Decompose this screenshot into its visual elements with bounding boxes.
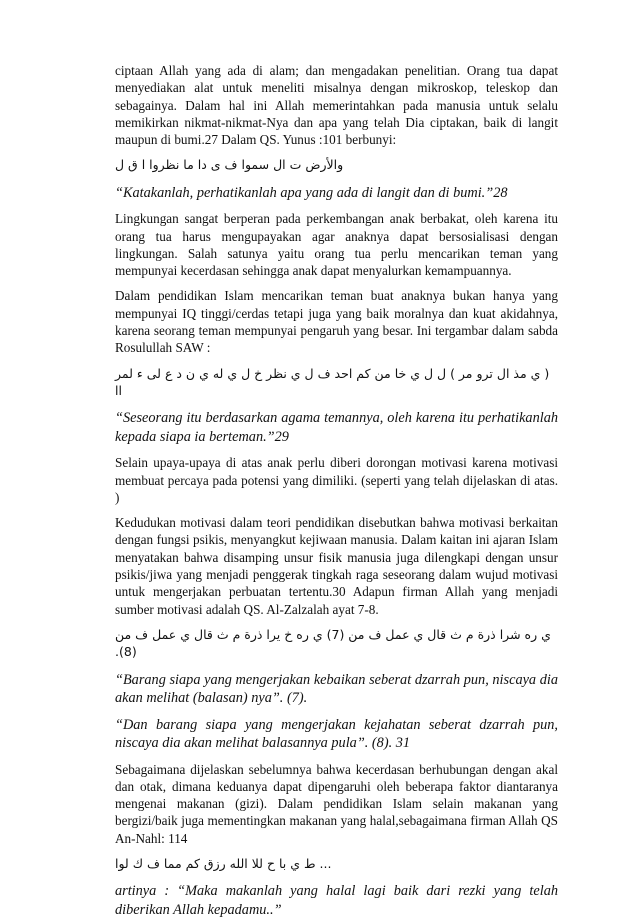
arabic-hadith: ( ي مذ ال ترو مر ) ل ل ي خا من كم احد ف ل ي نظر خ ل ي له ي ن د ع لى ء لمر اا (115, 365, 550, 398)
translation-zalzalah-7: “Barang siapa yang mengerjakan kebaikan seberat dzarrah pun, niscaya dia akan melihat (balasan) nya”. (7). (115, 671, 558, 707)
paragraph-motivasi: Selain upaya-upaya di atas anak perlu diberi dorongan motivasi karena motivasi membuat percaya pada potensi yang dimiliki. (seperti yang telah dijelaskan di atas. ) (115, 455, 558, 505)
arabic-verse-nahl: ... ط ي با ح للا الله رزق كم مما ف ك لوا (115, 856, 332, 871)
translation-hadith: “Seseorang itu berdasarkan agama temannya, oleh karena itu perhatikanlah kepada siapa ia berteman.”29 (115, 410, 558, 445)
translation-zalzalah-8: “Dan barang siapa yang mengerjakan kejahatan seberat dzarrah pun, niscaya dia akan melihat balasannya pula”. (8). 31 (115, 716, 558, 752)
translation-nahl: artinya : “Maka makanlah yang halal lagi baik dari rezki yang telah diberikan Allah kepadamu..” (115, 883, 558, 918)
paragraph-lingkungan: Lingkungan sangat berperan pada perkembangan anak berbakat, oleh karena itu orang tua harus mengupayakan agar anaknya dapat bersosialisasi dengan lingkungan. Salah satunya yaitu orang tua perlu mencarikan teman yang mempunyai kecerdasan sehingga anak dapat menyalurkan kemampuannya. (115, 211, 558, 279)
paragraph-kedudukan: Kedudukan motivasi dalam teori pendidikan disebutkan bahwa motivasi berkaitan dengan fungsi psikis, menyangkut kejiwaan manusia. Dalam kaitan ini ajaran Islam menyatakan bahwa disamping unsur fisik manusia juga dilengkapi dengan unsur psikis/jiwa yang menjadi penggerak tingkah raga seseorang dalam wujud motivasi untuk mengerjakan perbuatan tertentu.30 Adapun firman Allah yang menjadi sumber motivasi adalah QS. Al-Zalzalah ayat 7-8. (115, 515, 558, 617)
paragraph-pendidikan-teman: Dalam pendidikan Islam mencarikan teman buat anaknya bukan hanya yang mempunyai IQ tinggi/cerdas tetapi juga yang baik moralnya dan kuat akidahnya, karena seorang teman mempunyai pengaruh yang besar. Ini tergambar dalam sabda Rosulullah SAW : (115, 288, 558, 356)
translation-yunus: “Katakanlah, perhatikanlah apa yang ada di langit dan di bumi.”28 (115, 184, 508, 201)
arabic-verse-yunus: والأرض ت ال سموا ف ى دا ما نظروا ا ق ل (115, 157, 344, 173)
paragraph-intro: ciptaan Allah yang ada di alam; dan mengadakan penelitian. Orang tua dapat menyediakan alat untuk meneliti misalnya dengan mikroskop, teleskop dan sebagainya. Dalam hal ini Allah memerintahkan pada manusia untuk selalu memikirkan nikmat-nikmat-Nya dan apa yang telah Dia ciptakan, baik di langit maupun di bumi.27 Dalam QS. Yunus :101 berbunyi: (115, 63, 558, 148)
arabic-verse-zalzalah: ي ره شرا ذرة م ث قال ي عمل ف من (7) ي ره خ يرا ذرة م ث قال ي عمل ف من (8). (115, 626, 551, 660)
paragraph-makanan: Sebagaimana dijelaskan sebelumnya bahwa kecerdasan berhubungan dengan akal dan otak, dimana keduanya dapat dipengaruhi oleh beberapa faktor diantaranya mengenai makanan (gizi). Dalam pendidikan Islam selain makanan yang bergizi/baik juga mementingkan makanan yang halal,sebagaimana firman Allah QS An-Nahl: 114 (115, 761, 558, 846)
